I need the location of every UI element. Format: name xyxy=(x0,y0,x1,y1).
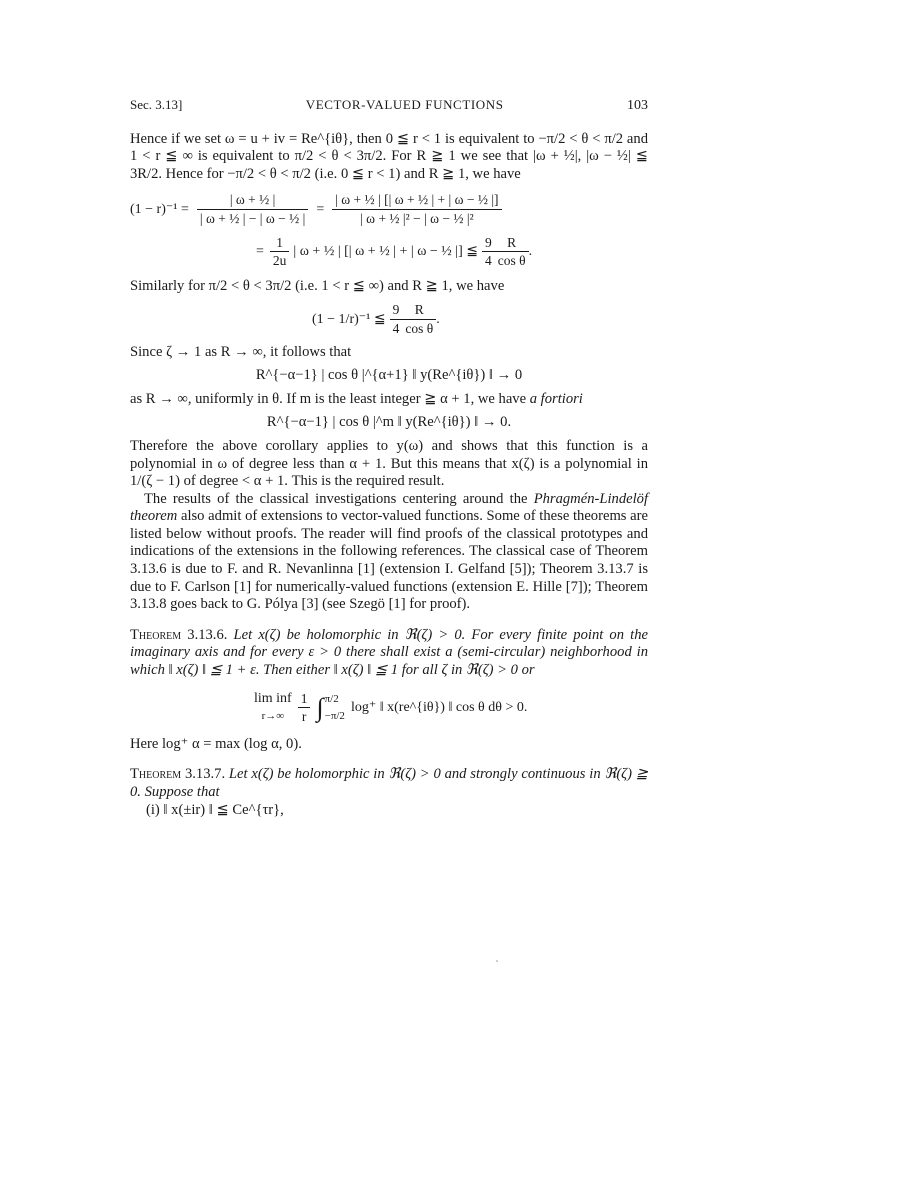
eq5-upper-limit: π/2 xyxy=(324,692,339,705)
equation-1-continued: = $\frac{1}{2u}$ | ω + ½ | [| ω + ½ | + | ω − ½ |] ≦ $\frac{9}{4}$ $\frac{R}{\text{cos θ}}$ . xyxy=(256,234,533,269)
eq2-fraction-1 xyxy=(390,301,403,337)
theorem-6-label: Theorem 3.13.6. xyxy=(130,626,228,643)
eq1b-numerator-2: 9 xyxy=(482,234,495,253)
eq1-denominator-1: | ω + ½ | − | ω − ½ | xyxy=(199,210,306,226)
eq5-integral xyxy=(316,691,344,725)
eq2-denominator-1: 4 xyxy=(392,320,400,336)
eq1-equals: = xyxy=(316,201,325,217)
theorem-7-label: Theorem 3.13.7. xyxy=(130,766,226,783)
eq1-numerator-1: | ω + ½ | xyxy=(197,191,308,210)
paragraph-6 xyxy=(130,491,648,614)
theorem-7-text: Let x(ζ) be holomorphic in ℜ(ζ) > 0 and strongly continuous in ℜ(ζ) ≧ 0. Suppose that xyxy=(130,766,648,800)
theorem-7-item-i: (i) ‖ x(±ir) ‖ ≦ Ce^{τr}, xyxy=(146,801,284,818)
page xyxy=(130,96,648,819)
eq1b-equals: = xyxy=(256,243,264,259)
eq1-fraction-2 xyxy=(332,191,501,227)
eq1b-fraction-3 xyxy=(495,234,529,270)
paragraph-4 xyxy=(130,391,648,409)
paragraph-7: Here log⁺ α = max (log α, 0). xyxy=(130,735,302,752)
eq1b-fraction-2 xyxy=(482,234,495,270)
paragraph-1: Hence if we set ω = u + iv = Re^{iθ}, then 0 ≦ r < 1 is equivalent to −π/2 < θ < π/2 and 1 < r ≦ ∞ is equivalent to π/2 < θ < 3π/2. For R ≧ 1 we see that |ω + ½|, |ω − ½| ≦ 3R/2. Hence for −π/2 < θ < π/2 (i.e. 0 ≦ r < 1) and R ≧ 1, we have xyxy=(130,130,648,182)
paragraph-2: Similarly for π/2 < θ < 3π/2 (i.e. 1 < r ≦ ∞) and R ≧ 1, we have xyxy=(130,277,505,294)
eq2-numerator-1: 9 xyxy=(390,301,403,320)
equation-3: R^{−α−1} | cos θ |^{α+1} ‖ y(Re^{iθ}) ‖ → 0 xyxy=(255,367,523,384)
eq1b-numerator-3: R xyxy=(495,234,529,253)
equation-4: R^{−α−1} | cos θ |^m ‖ y(Re^{iθ}) ‖ → 0. xyxy=(266,414,512,431)
running-header xyxy=(130,96,648,115)
eq5-numerator: 1 xyxy=(298,690,311,709)
theorem-3-13-6 xyxy=(130,627,648,680)
theorem-3-13-7 xyxy=(130,766,648,801)
page-number: 103 xyxy=(627,98,648,113)
eq2-fraction-2 xyxy=(402,301,436,337)
paragraph-6-lead: The results of the classical investigations centering around the xyxy=(144,490,528,507)
eq2-denominator-2: cos θ xyxy=(405,320,434,336)
theorem-6-text: Let x(ζ) be holomorphic in ℜ(ζ) > 0. For every finite point on the imaginary axis and for every ε > 0 there shall exist a (semi-circular) neighborhood in which ‖ x(ζ) ‖ ≦ 1 + ε. Then either ‖ x(ζ) ‖ ≦ 1 for all ζ in ℜ(ζ) > 0 or xyxy=(130,626,648,679)
section-label: Sec. 3.13] xyxy=(130,97,183,112)
eq1-lhs: (1 − r)⁻¹ = xyxy=(130,201,189,217)
eq5-body: log⁺ ‖ x(re^{iθ}) ‖ cos θ dθ > 0. xyxy=(350,699,528,715)
eq5-lower-limit: −π/2 xyxy=(324,710,345,723)
paragraph-6-rest: also admit of extensions to vector-valued functions. Some of these theorems are listed below without proofs. The reader will find proofs of the classical prototypes and indications of the extensions in the following references. The classical case of Theorem 3.13.6 is due to F. and R. Nevanlinna [1] (extension I. Gelfand [5]); Theorem 3.13.7 is due to F. Carlson [1] for numerically-valued functions (extension E. Hille [7]); Theorem 3.13.8 goes back to G. Pólya [3] (see Szegö [1] for proof). xyxy=(130,508,648,613)
eq5-liminf-sub: r→∞ xyxy=(261,709,285,722)
eq1-numerator-2: | ω + ½ | [| ω + ½ | + | ω − ½ |] xyxy=(332,191,501,210)
eq5-liminf xyxy=(254,690,292,725)
paragraph-4-italic: a fortiori xyxy=(529,390,583,407)
eq1-denominator-2: | ω + ½ |² − | ω − ½ |² xyxy=(360,210,474,226)
paragraph-5: Therefore the above corollary applies to y(ω) and shows that this function is a polynomial in ω of degree less than α + 1. But this means that x(ζ) is a polynomial in 1/(ζ − 1) of degree < α + 1. This is the required result. xyxy=(130,437,648,490)
paragraph-4-text: as R → ∞, uniformly in θ. If m is the least integer ≧ α + 1, we have xyxy=(130,390,527,407)
eq1-fraction-1 xyxy=(197,191,308,227)
eq1b-fraction-1 xyxy=(270,234,290,270)
equation-5 xyxy=(254,690,648,726)
eq2-lhs: (1 − 1/r)⁻¹ ≦ xyxy=(312,311,386,327)
eq1b-middle: | ω + ½ | [| ω + ½ | + | ω − ½ |] ≦ xyxy=(293,243,479,259)
eq1b-denominator-3: cos θ xyxy=(497,253,526,269)
eq2-numerator-2: R xyxy=(402,301,436,320)
eq5-fraction xyxy=(298,690,311,726)
equation-1 xyxy=(130,191,648,227)
eq1b-numerator-1: 1 xyxy=(270,234,290,253)
scan-speck xyxy=(496,960,498,962)
equation-2: (1 − 1/r)⁻¹ ≦ $\frac{9}{4}$ $\frac{R}{\text{cos θ}}$ . xyxy=(312,302,440,336)
running-title: VECTOR-VALUED FUNCTIONS xyxy=(305,97,504,112)
eq1b-denominator-1: 2u xyxy=(272,253,287,269)
eq5-liminf-text: lim inf xyxy=(254,691,292,707)
eq1b-denominator-2: 4 xyxy=(485,253,492,269)
integral-sign-icon: ∫ xyxy=(316,692,324,722)
paragraph-3: Since ζ → 1 as R → ∞, it follows that xyxy=(130,343,352,360)
paragraph-6-italic: Phragmén-Lindelöf theorem xyxy=(130,490,648,525)
eq5-denominator: r xyxy=(301,709,307,725)
